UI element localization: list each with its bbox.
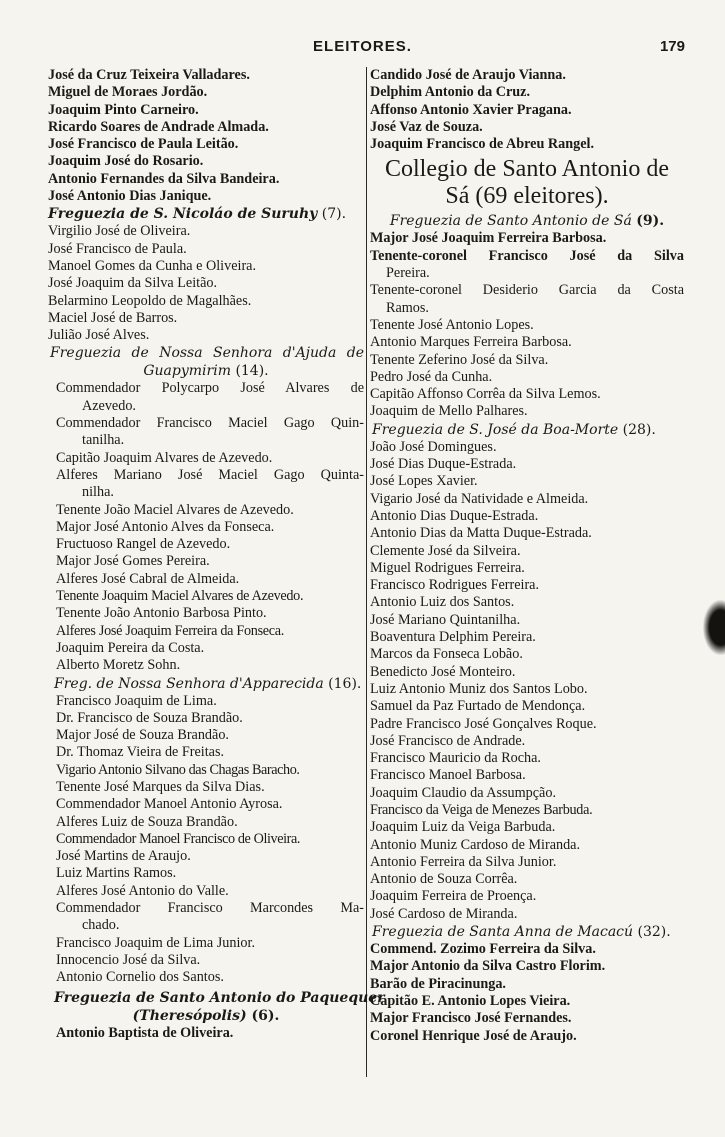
list-item: Major Francisco José Fernandes. [370, 1010, 572, 1027]
list-item: Tenente João Antonio Barbosa Pinto. [56, 605, 267, 622]
paquequer-list [48, 1025, 364, 1042]
section-heading-paquequer: Freguezia de Santo Antonio do Paquequer [54, 989, 385, 1006]
list-item: José Joaquim da Silva Leitão. [48, 275, 218, 292]
list-item: Major José Gomes Pereira. [56, 553, 210, 570]
list-item: Antonio Fernandes da Silva Bandeira. [48, 170, 280, 187]
list-item: Francisco Rodrigues Ferreira. [370, 577, 540, 594]
list-item: Antonio de Souza Corrêa. [370, 871, 518, 888]
top-names-list [48, 67, 364, 205]
macacu-list [370, 941, 684, 1045]
list-item: Alferes José Antonio do Valle. [56, 882, 229, 899]
section-title: Guapymirim [143, 363, 231, 380]
apparecida-list [48, 693, 364, 987]
list-item: Benedicto José Monteiro. [370, 663, 516, 680]
list-item: Ricardo Soares de Andrade Almada. [48, 118, 269, 135]
section-count: (14). [235, 363, 269, 380]
list-item: Marcos da Fonseca Lobão. [370, 646, 523, 663]
list-item: Joaquim de Mello Palhares. [370, 403, 528, 420]
list-item: Joaquim Claudio da Assumpção. [370, 784, 556, 801]
list-item: José Vaz de Souza. [370, 118, 483, 135]
list-item: Francisco Manoel Barbosa. [370, 767, 526, 784]
section-count: (9). [636, 213, 665, 230]
list-item: José Antonio Dias Janique. [48, 188, 212, 205]
list-item: Innocencio José da Silva. [56, 951, 201, 968]
section-heading-boa-morte [370, 421, 684, 439]
list-item: Tenente Zeferino José da Silva. [370, 351, 549, 368]
list-item: Dr. Thomaz Vieira de Freitas. [56, 744, 225, 761]
list-item: José Francisco de Paula. [48, 240, 187, 257]
list-item: Antonio Dias da Matta Duque-Estrada. [370, 525, 592, 542]
section-title: Freguezia de Santa Anna de Macacú [372, 924, 634, 941]
list-item: Antonio Dias Duque-Estrada. [370, 507, 539, 524]
list-item: Miguel Rodrigues Ferreira. [370, 559, 525, 576]
section-title: Freguezia de S. Nicoláo de Suruhy [48, 206, 318, 223]
list-item: José Francisco de Andrade. [370, 732, 526, 749]
list-item: Commendador Francisco Marcondes Ma- [56, 900, 364, 917]
college-title-line2: Sá (69 eleitores). [445, 183, 609, 210]
list-item: Belarmino Leopoldo de Magalhães. [48, 292, 252, 309]
college-heading [370, 156, 684, 210]
list-item: Commendador Francisco Maciel Gago Quin- [56, 415, 364, 432]
list-item: Alferes Luiz de Souza Brandão. [56, 813, 238, 830]
list-item: Antonio Cornelio dos Santos. [56, 969, 224, 986]
left-column [48, 67, 385, 1042]
list-item-cont: tanilha. [82, 432, 125, 449]
list-item: Tenente José Marques da Silva Dias. [56, 778, 265, 795]
list-item: Joaquim Ferreira de Proença. [370, 888, 537, 905]
list-item: Joaquim Francisco de Abreu Rangel. [370, 136, 594, 153]
section-heading-ajuda: Freguezia de Nossa Senhora d'Ajuda de [50, 345, 364, 362]
list-item: Capitão Joaquim Alvares de Azevedo. [56, 449, 273, 466]
column-divider [366, 67, 367, 1077]
list-item: Antonio Baptista de Oliveira. [56, 1024, 234, 1041]
list-item-cont: Ramos. [386, 299, 429, 316]
section-title: Freguezia de S. José da Boa-Morte [372, 421, 619, 438]
section-title: (Theresópolis) [132, 1007, 247, 1024]
section-heading-ajuda-cont [48, 362, 364, 380]
list-item: Capitão Affonso Corrêa da Silva Lemos. [370, 386, 601, 403]
list-item: Vigario Antonio Silvano das Chagas Baracho. [56, 761, 300, 778]
list-item: José Mariano Quintanilha. [370, 611, 521, 628]
list-item: Samuel da Paz Furtado de Mendonça. [370, 698, 586, 715]
list-item: Manoel Gomes da Cunha e Oliveira. [48, 257, 257, 274]
section-count: (28). [622, 421, 656, 438]
list-item: Francisco Joaquim de Lima. [56, 692, 217, 709]
list-item: Alberto Moretz Sohn. [56, 657, 181, 674]
list-item: Antonio Muniz Cardoso de Miranda. [370, 836, 581, 853]
section-heading-nicolau [48, 205, 364, 223]
right-column [370, 67, 684, 1045]
page-number: 179 [659, 38, 685, 55]
list-item: Major José de Souza Brandão. [56, 727, 229, 744]
college-title-line1: Collegio de Santo Antonio de [385, 156, 669, 183]
list-item: Candido José de Araujo Vianna. [370, 67, 566, 83]
list-item: Commendador Manoel Francisco de Oliveira. [56, 830, 301, 847]
list-item: Fructuoso Rangel de Azevedo. [56, 536, 231, 553]
list-item: José Lopes Xavier. [370, 473, 478, 490]
section-heading-apparecida [48, 675, 364, 693]
list-item: Alferes Mariano José Maciel Gago Quinta- [56, 466, 364, 483]
list-item: Boaventura Delphim Pereira. [370, 629, 536, 646]
list-item: Luiz Antonio Muniz dos Santos Lobo. [370, 680, 588, 697]
list-item-cont: Pereira. [386, 265, 430, 282]
list-item: Delphim Antonio da Cruz. [370, 84, 531, 101]
page-header [40, 38, 685, 60]
list-item: Joaquim Pereira da Costa. [56, 639, 205, 656]
list-item: Joaquim José do Rosario. [48, 153, 204, 170]
section-heading-macacu [370, 923, 684, 941]
ajuda-list [48, 380, 364, 674]
list-item: Commendador Polycarpo José Alvares de [56, 380, 364, 397]
top-names-list [370, 67, 684, 153]
list-item: Clemente José da Silveira. [370, 542, 521, 559]
list-item: Padre Francisco José Gonçalves Roque. [370, 715, 597, 732]
list-item: Dr. Francisco de Souza Brandão. [56, 709, 243, 726]
list-item-cont: nilha. [82, 484, 114, 501]
list-item: Tenente José Antonio Lopes. [370, 316, 534, 333]
list-item: Alferes José Cabral de Almeida. [56, 570, 240, 587]
section-count: (6). [251, 1007, 280, 1024]
list-item: Major José Antonio Alves da Fonseca. [56, 518, 275, 535]
list-item: Julião José Alves. [48, 327, 150, 344]
list-item: Alferes José Joaquim Ferreira da Fonseca. [56, 622, 285, 639]
list-item: José Cardoso de Miranda. [370, 905, 518, 922]
list-item: Miguel de Moraes Jordão. [48, 84, 208, 101]
section-title: Freg. de Nossa Senhora d'Apparecida [54, 675, 324, 692]
list-item: Commendador Manoel Antonio Ayrosa. [56, 796, 283, 813]
list-item: José Martins de Araujo. [56, 848, 191, 865]
section-title: Freguezia de Santo Antonio de Sá [389, 213, 632, 230]
list-item: Affonso Antonio Xavier Pragana. [370, 101, 572, 118]
list-item: José Dias Duque-Estrada. [370, 456, 517, 473]
list-item: Vigario José da Natividade e Almeida. [370, 490, 589, 507]
list-item: Antonio Luiz dos Santos. [370, 594, 515, 611]
list-item: Major José Joaquim Ferreira Barbosa. [370, 230, 607, 247]
section-count: (7). [321, 206, 347, 223]
sa-list [370, 230, 684, 420]
list-item: Tenente Joaquim Maciel Alvares de Azevedo. [56, 588, 304, 605]
list-item: Joaquim Luiz da Veiga Barbuda. [370, 819, 556, 836]
list-item: Capitão E. Antonio Lopes Vieira. [370, 992, 571, 1009]
list-item: Joaquim Pinto Carneiro. [48, 101, 199, 118]
list-item-cont: chado. [82, 917, 120, 934]
list-item: Tenente-coronel Desiderio Garcia da Costa [370, 282, 684, 299]
list-item: Barão de Piracinunga. [370, 975, 506, 992]
list-item-cont: Azevedo. [82, 397, 136, 414]
section-heading-sa [370, 212, 684, 230]
list-item: Antonio Marques Ferreira Barbosa. [370, 334, 572, 351]
list-item: José da Cruz Teixeira Valladares. [48, 67, 250, 83]
list-item: José Francisco de Paula Leitão. [48, 136, 239, 153]
list-item: João José Domingues. [370, 438, 497, 455]
list-item: Coronel Henrique José de Araujo. [370, 1027, 577, 1044]
list-item: Maciel José de Barros. [48, 309, 178, 326]
ink-blot [703, 600, 725, 655]
list-item: Virgilio José de Oliveira. [48, 223, 191, 240]
list-item: Francisco Joaquim de Lima Junior. [56, 934, 255, 951]
boa-morte-list [370, 439, 684, 923]
list-item: Luiz Martins Ramos. [56, 865, 177, 882]
list-item: Tenente João Maciel Alvares de Azevedo. [56, 501, 294, 518]
list-item: Pedro José da Cunha. [370, 368, 493, 385]
section-count: (32). [637, 924, 671, 941]
list-item: Francisco Mauricio da Rocha. [370, 750, 541, 767]
nicolau-list [48, 223, 364, 344]
list-item: Major Antonio da Silva Castro Florim. [370, 958, 606, 975]
list-item: Francisco da Veiga de Menezes Barbuda. [370, 801, 593, 818]
section-heading-paquequer-cont [48, 1007, 364, 1025]
list-item: Antonio Ferreira da Silva Junior. [370, 853, 557, 870]
running-title: ELEITORES. [313, 38, 412, 55]
section-count: (16). [328, 675, 362, 692]
list-item: Tenente-coronel Francisco José da Silva [370, 247, 684, 264]
list-item: Commend. Zozimo Ferreira da Silva. [370, 941, 596, 958]
